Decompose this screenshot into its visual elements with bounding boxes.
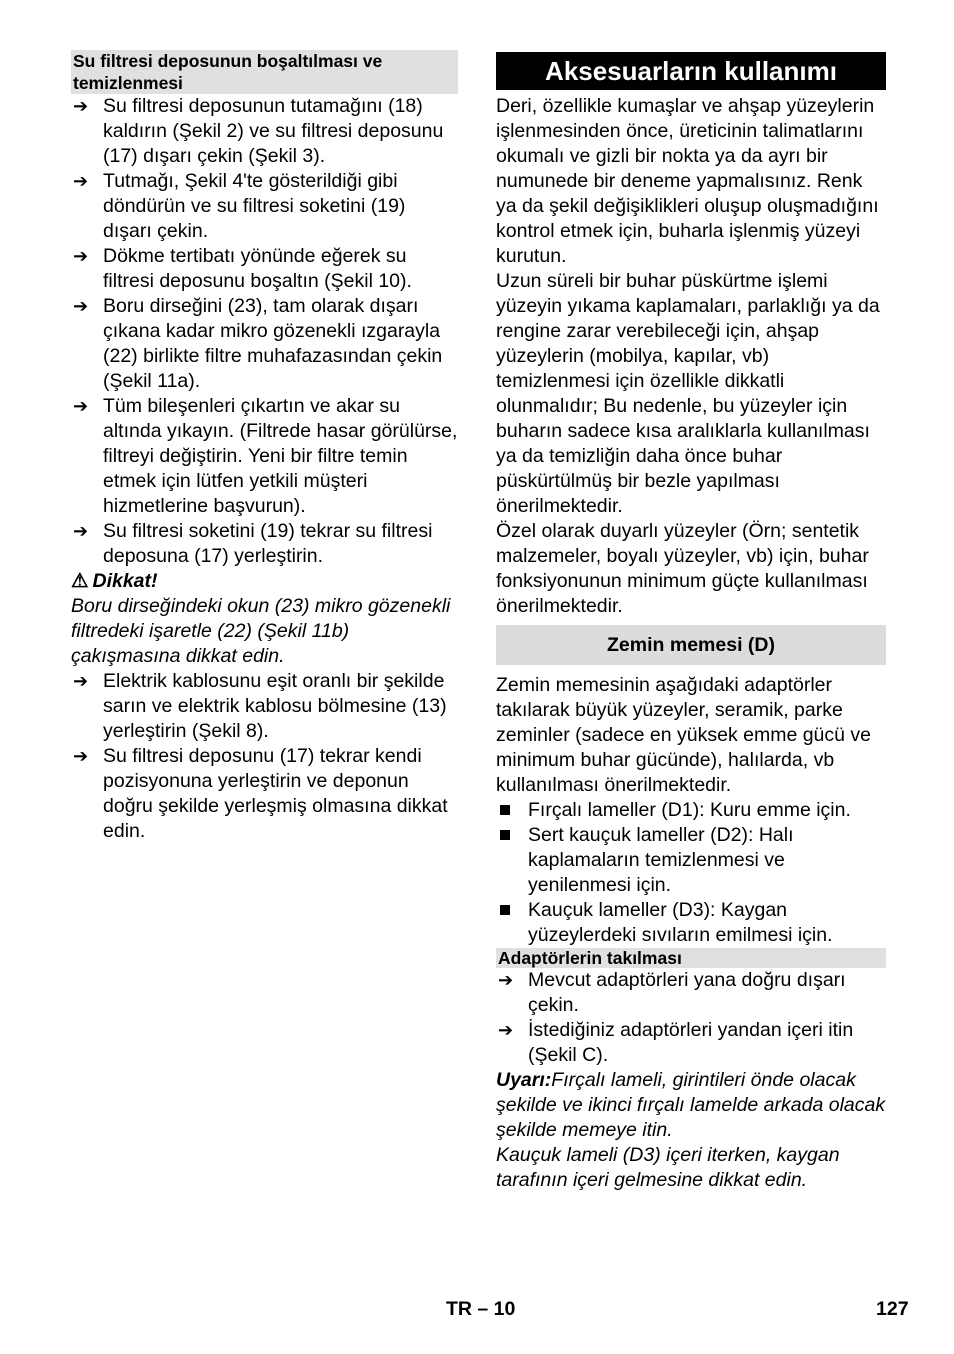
intro-paragraph: Deri, özellikle kumaşlar ve ahşap yüzeylerin işlenmesinden önce, üreticinin talimatlarını okumalı ve gizli bir nokta ya da ayrı bir numunede bir deneme yapmalısınız. Renk ya da şekil değişiklikleri oluşup oluşmadığını kontrol etmek için, buharla işlenmiş yüzeyi kurutun. — [496, 95, 879, 267]
intro-paragraph: Özel olarak duyarlı yüzeyler (Örn; sentetik malzemeler, boyalı yüzeyler, vb) için, buhar fonksiyonunun minimum güçte kullanılması önerilmektedir. — [496, 520, 869, 617]
arrow-right-icon: ➔ — [73, 521, 89, 541]
arrow-right-icon: ➔ — [73, 246, 89, 266]
section-heading-water-filter: Su filtresi deposunun boşaltılması ve temizlenmesi — [71, 50, 458, 94]
square-bullet-icon — [500, 830, 510, 840]
left-column — [71, 50, 458, 844]
step-item: ➔ Su filtresi soketini (19) tekrar su filtresi deposuna (17) yerleştirin. — [73, 520, 433, 567]
intro-paragraph: Uzun süreli bir buhar püskürtme işlemi yüzeyin yıkama kaplamaları, parlaklığı ya da rengine zarar verebileceği için, ahşap yüzeylerin (mobilya, kapılar, vb) temizlenmesi için özellikle dikkatli olunmalıdır; Bu nedenle, bu yüzeyler için buharın sadece kısa aralıklarla kullanılması ya da temizliğin daha önce buhar püskürtülmüş bir bezle yapılması önerilmektedir. — [496, 270, 880, 517]
arrow-right-icon: ➔ — [73, 746, 89, 766]
arrow-right-icon: ➔ — [498, 1020, 514, 1040]
bullet-item: Sert kauçuk lameller (D2): Halı kaplamaların temizlenmesi ve yenilenmesi için. — [496, 823, 886, 898]
bullet-item: Kauçuk lameller (D3): Kaygan yüzeylerdeki sıvıların emilmesi için. — [496, 898, 886, 948]
footer-section-label: TR – 10 — [446, 1298, 516, 1320]
step-item: ➔ Su filtresi deposunun tutamağını (18) kaldırın (Şekil 2) ve su filtresi deposunu (17) dışarı çekin (Şekil 3). — [73, 95, 444, 167]
step-item: ➔ Mevcut adaptörleri yana doğru dışarı çekin. — [498, 969, 846, 1016]
warning-text: Boru dirseğindeki okun (23) mikro gözenekli filtredeki işaretle (22) (Şekil 11b) çakışmasına dikkat edin. — [71, 595, 451, 667]
step-item: ➔ Su filtresi deposunu (17) tekrar kendi pozisyonuna yerleştirin ve deponun doğru şekilde yerleşmiş olmasına dikkat edin. — [73, 745, 448, 842]
note-text-2: Kauçuk lameli (D3) içeri iterken, kaygan tarafının içeri gelmesine dikkat edin. — [496, 1144, 840, 1191]
step-item: ➔ Tüm bileşenleri çıkartın ve akar su altında yıkayın. (Filtrede hasar görülürse, filtreyi değiştirin. Yeni bir filtre temin etmek için lütfen yetkili müşteri hizmetlerine başvurun). — [73, 395, 458, 517]
section-heading-floor-nozzle: Zemin memesi (D) — [496, 625, 886, 665]
arrow-right-icon: ➔ — [73, 96, 89, 116]
arrow-right-icon: ➔ — [73, 296, 89, 316]
step-item: ➔ Tutmağı, Şekil 4'te gösterildiği gibi döndürün ve su filtresi soketini (19) dışarı çekin. — [73, 170, 406, 242]
right-column — [496, 50, 886, 1193]
step-item: ➔ Dökme tertibatı yönünde eğerek su filtresi deposunu boşaltın (Şekil 10). — [73, 245, 412, 292]
section-intro: Zemin memesinin aşağıdaki adaptörler takılarak büyük yüzeyler, seramik, parke zeminler (sadece en yüksek emme gücü ve minimum buhar gücünde), halılarda, vb kullanılması önerilmektedir. — [496, 674, 872, 796]
arrow-right-icon: ➔ — [73, 171, 89, 191]
arrow-right-icon: ➔ — [73, 671, 89, 691]
arrow-right-icon: ➔ — [73, 396, 89, 416]
step-item: ➔ Boru dirseğini (23), tam olarak dışarı çıkana kadar mikro gözenekli ızgarayla (22) birlikte filtre muhafazasından çekin (Şekil 11a). — [73, 295, 443, 392]
bullet-item: Fırçalı lameller (D1): Kuru emme için. — [496, 798, 886, 823]
page-number: 127 — [876, 1298, 909, 1320]
warning-triangle-icon: ⚠ — [71, 570, 89, 592]
step-item: ➔ İstediğiniz adaptörleri yandan içeri itin (Şekil C). — [498, 1019, 854, 1066]
warning-heading: ⚠ Dikkat! — [71, 570, 158, 592]
square-bullet-icon — [500, 805, 510, 815]
note-text: Uyarı:Fırçalı lameli, girintileri önde olacak şekilde ve ikinci fırçalı lamelde arkada olacak şekilde memeye itin. — [496, 1069, 886, 1141]
square-bullet-icon — [500, 905, 510, 915]
page-title: Aksesuarların kullanımı — [496, 52, 886, 90]
arrow-right-icon: ➔ — [498, 970, 514, 990]
step-item: ➔ Elektrik kablosunu eşit oranlı bir şekilde sarın ve elektrik kablosu bölmesine (13) yerleştirin (Şekil 8). — [73, 670, 447, 742]
sub-heading-adapters: Adaptörlerin takılması — [496, 948, 886, 968]
